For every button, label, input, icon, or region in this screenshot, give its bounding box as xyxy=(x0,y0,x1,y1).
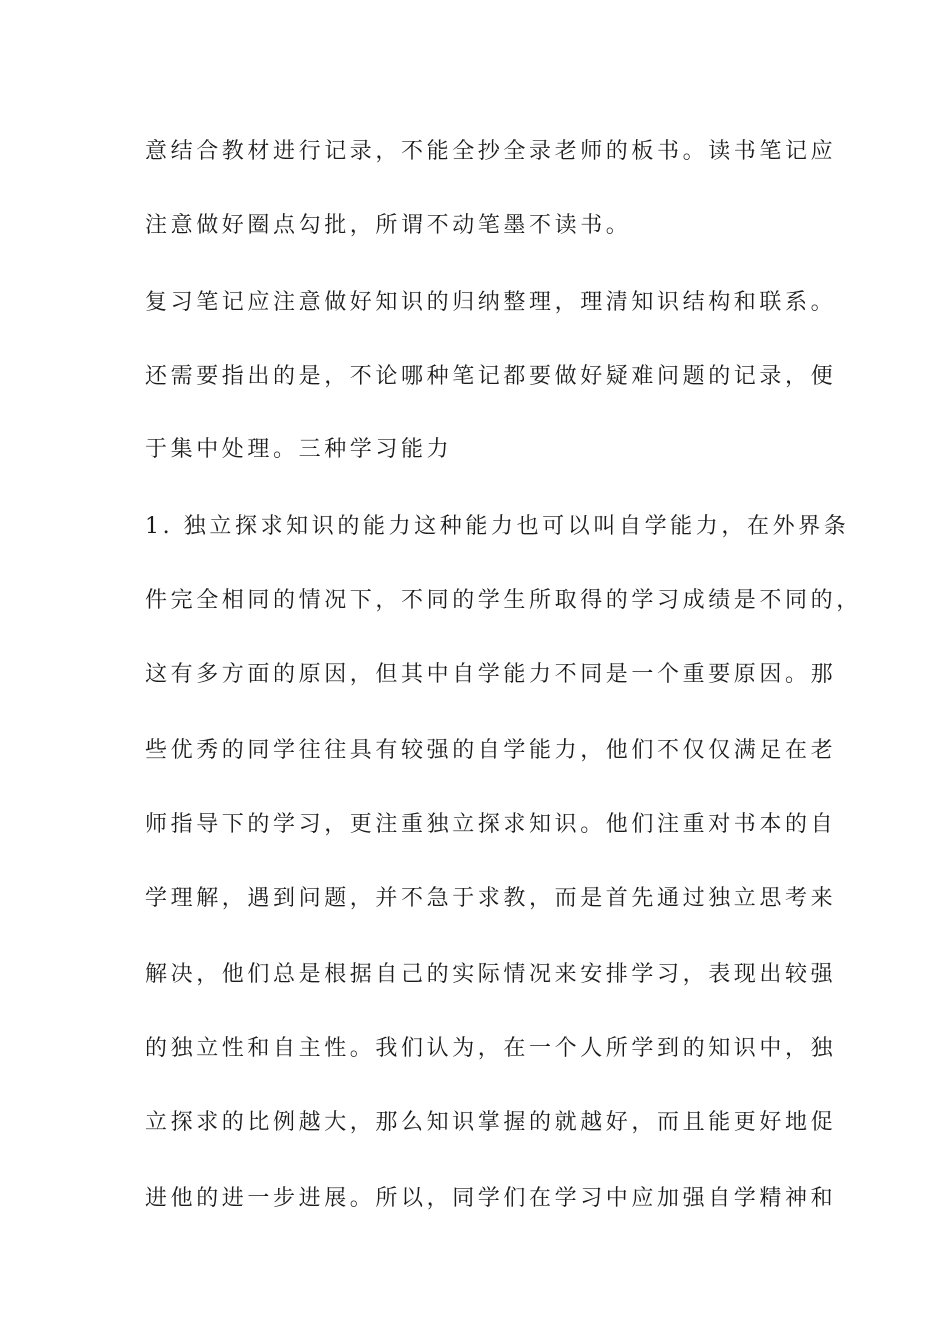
text-line: 这有多方面的原因，但其中自学能力不同是一个重要原因。那 xyxy=(145,662,837,687)
text-line: 师指导下的学习，更注重独立探求知识。他们注重对书本的自 xyxy=(145,812,837,837)
text-line: 立探求的比例越大，那么知识掌握的就越好，而且能更好地促 xyxy=(145,1110,837,1135)
text-line: 件完全相同的情况下，不同的学生所取得的学习成绩是不同的， xyxy=(145,588,862,613)
text-line: 学理解，遇到问题，并不急于求教，而是首先通过独立思考来 xyxy=(145,886,837,911)
text-line: 注意做好圈点勾批，所谓不动笔墨不读书。 xyxy=(145,213,632,238)
text-line: 复习笔记应注意做好知识的归纳整理，理清知识结构和联系。 xyxy=(145,290,837,315)
text-line: 进他的进一步进展。所以，同学们在学习中应加强自学精神和 xyxy=(145,1186,837,1211)
text-line: 还需要指出的是，不论哪种笔记都要做好疑难问题的记录，便 xyxy=(145,364,837,389)
text-line: 意结合教材进行记录，不能全抄全录老师的板书。读书笔记应 xyxy=(145,139,837,164)
text-line: 于集中处理。三种学习能力 xyxy=(145,437,453,462)
text-line: 些优秀的同学往往具有较强的自学能力，他们不仅仅满足在老 xyxy=(145,738,837,763)
text-line: 解决，他们总是根据自己的实际情况来安排学习，表现出较强 xyxy=(145,962,837,987)
text-line: 的独立性和自主性。我们认为，在一个人所学到的知识中，独 xyxy=(145,1036,837,1061)
text-line: 1. 独立探求知识的能力这种能力也可以叫自学能力，在外界条 xyxy=(145,514,850,539)
